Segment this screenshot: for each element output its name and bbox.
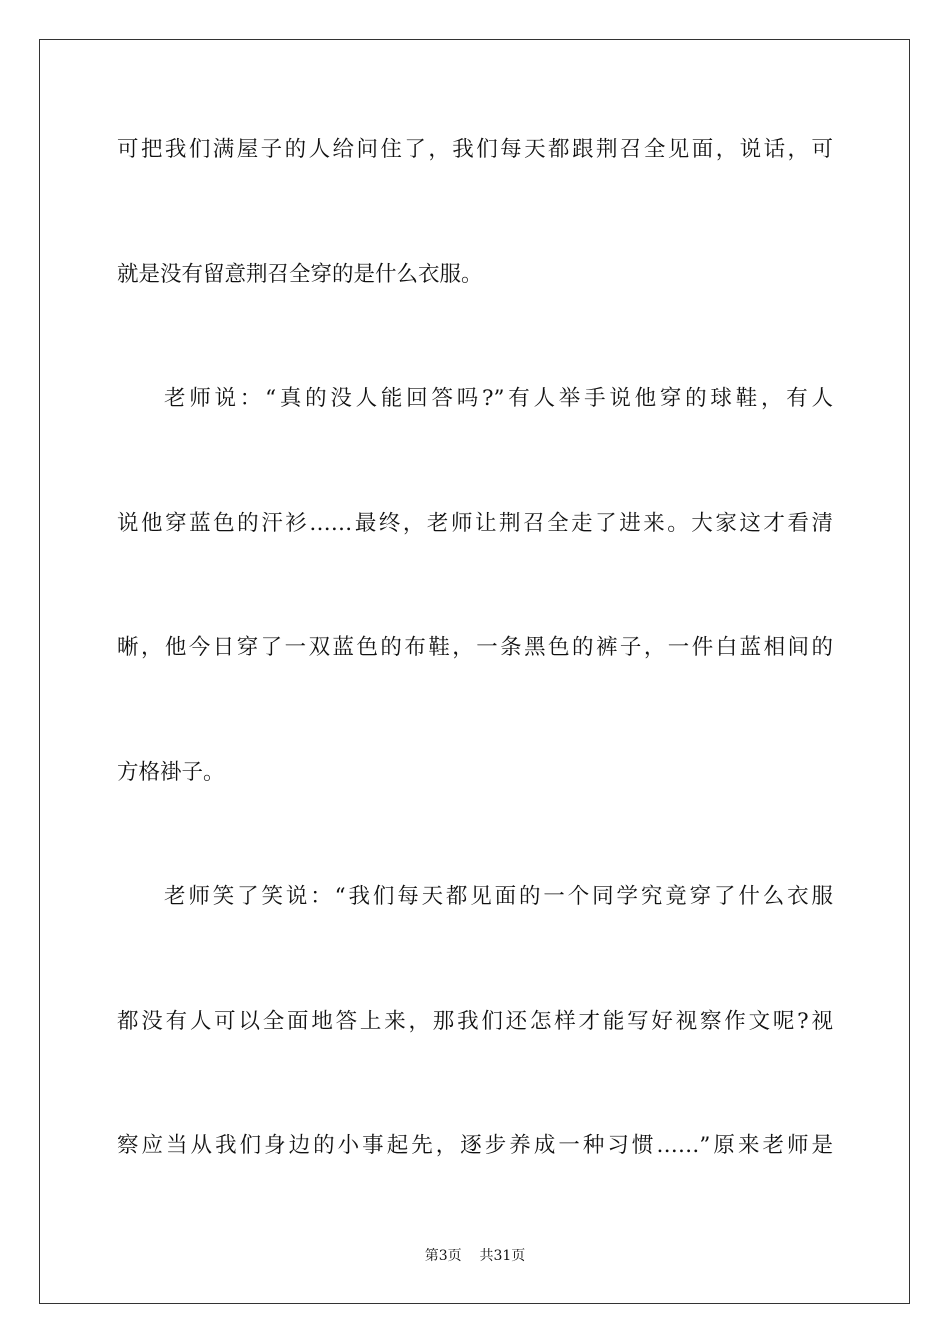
text-line-3: 老师说：“真的没人能回答吗?”有人举手说他穿的球鞋，有人 bbox=[164, 386, 833, 411]
page-border bbox=[39, 39, 910, 1304]
text-line-7: 老师笑了笑说：“我们每天都见面的一个同学究竟穿了什么衣服 bbox=[164, 884, 833, 909]
text-line-9: 察应当从我们身边的小事起先，逐步养成一种习惯……”原来老师是 bbox=[117, 1133, 833, 1158]
text-line-8: 都没有人可以全面地答上来，那我们还怎样才能写好视察作文呢?视 bbox=[117, 1009, 833, 1034]
text-line-2: 就是没有留意荆召全穿的是什么衣服。 bbox=[117, 262, 483, 287]
text-line-6: 方格褂子。 bbox=[117, 760, 225, 785]
page-footer: 第3页 共31页 bbox=[424, 1248, 526, 1264]
text-line-1: 可把我们满屋子的人给问住了，我们每天都跟荆召全见面，说话，可 bbox=[117, 137, 833, 162]
text-line-5: 晰，他今日穿了一双蓝色的布鞋，一条黑色的裤子，一件白蓝相间的 bbox=[117, 635, 833, 660]
text-line-4: 说他穿蓝色的汗衫……最终，老师让荆召全走了进来。大家这才看清 bbox=[117, 511, 833, 536]
